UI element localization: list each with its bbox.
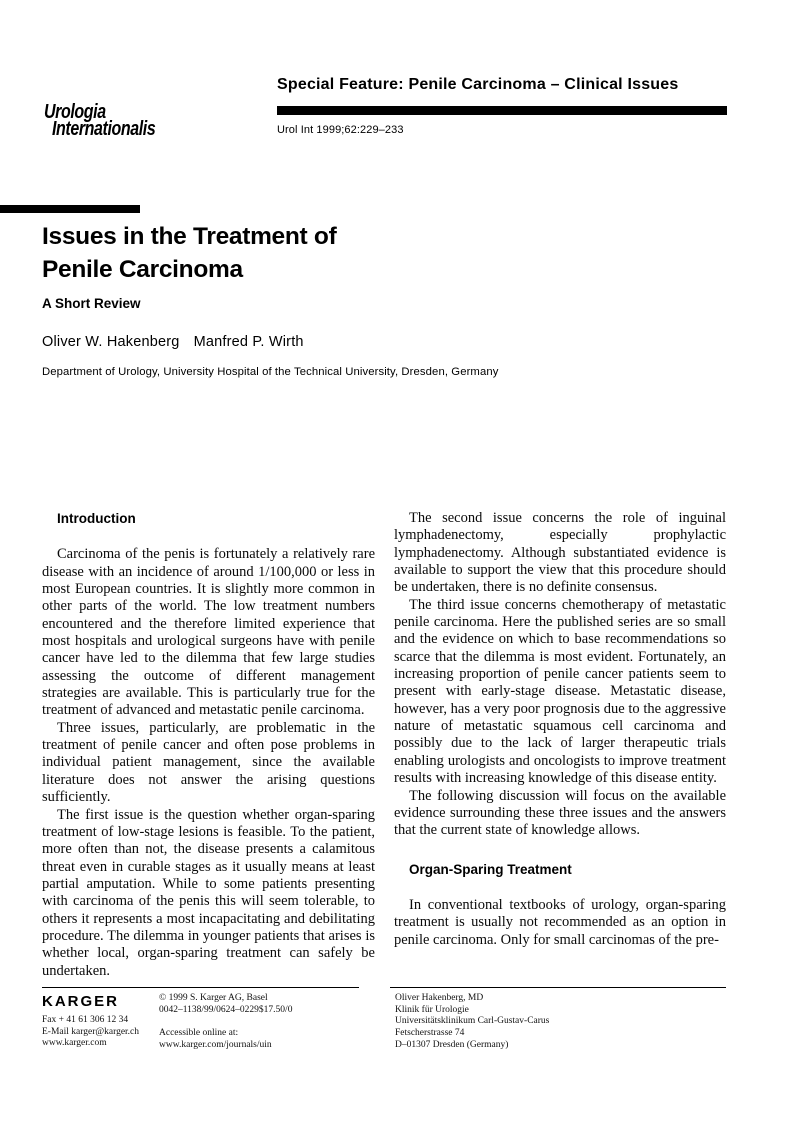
publisher-website: www.karger.com xyxy=(42,1038,107,1049)
correspondence-line-0: Oliver Hakenberg, MD xyxy=(395,993,484,1003)
footer-rule-right xyxy=(390,987,726,988)
correspondence-line-2: Universitätsklinikum Carl-Gustav-Carus xyxy=(395,1016,550,1027)
article-title xyxy=(42,221,336,286)
left-column xyxy=(42,510,375,980)
journal-logo xyxy=(44,101,156,140)
author-line xyxy=(42,334,304,350)
publisher-email: E-Mail karger@karger.ch xyxy=(42,1026,140,1037)
intro-paragraph-2: Three issues, particularly, are problematic in the treatment of penile cancer and often pose problems in individual patient management, since the available literature does not answer the arising questions sufficiently. xyxy=(42,719,375,806)
article-subtitle: A Short Review xyxy=(42,296,141,311)
online-access-label: Accessible online at: xyxy=(159,1028,239,1039)
publisher-fax: Fax + 41 61 306 12 34 xyxy=(42,1015,129,1025)
intro-paragraph-3: The first issue is the question whether organ-sparing treatment of low-stage lesions is feasible. To the patient, more often than not, the disease presents a calamitous threat even in curable stages as it usually means at least partial amputation. While to some patients presenting with carcinoma of the penis this will seem tolerable, to others it represents a most incapacitating and debilitating procedure. The dilemma in younger patients that arises is whether local, organ-sparing treatment can safely be undertaken. xyxy=(42,806,375,979)
section-heading-introduction: Introduction xyxy=(57,511,136,526)
right-column xyxy=(394,510,726,949)
copyright-line: © 1999 S. Karger AG, Basel xyxy=(159,993,268,1003)
publisher-logo: KARGER xyxy=(42,993,120,1010)
correspondence-line-3: Fetscherstrasse 74 xyxy=(395,1028,465,1039)
journal-logo-line2: Internationalis xyxy=(52,117,156,140)
organ-sparing-paragraph-1: In conventional textbooks of urology, organ-sparing treatment is usually not recommended as an option in penile carcinoma. Only for small carcinomas of the pre- xyxy=(394,896,726,948)
correspondence-line-1: Klinik für Urologie xyxy=(395,1004,469,1015)
issues-paragraph-1: The second issue concerns the role of inguinal lymphadenectomy, especially prophylactic lymphadenectomy. Although substantiated evidence is available to support the view that this procedure should be undertaken, there is no definite consensus. xyxy=(394,510,726,596)
journal-logo-line1: Urologia xyxy=(44,101,106,123)
affiliation: Department of Urology, University Hospital of the Technical University, Dresden, Germany xyxy=(42,366,499,378)
feature-banner: Special Feature: Penile Carcinoma – Clinical Issues xyxy=(277,76,679,93)
online-access-block xyxy=(159,1028,292,1051)
author-2: Manfred P. Wirth xyxy=(193,334,304,350)
correspondence-address xyxy=(395,993,549,1052)
intro-paragraph-1: Carcinoma of the penis is fortunately a relatively rare disease with an incidence of around 1/100,000 or less in most European countries. It is slightly more common in other parts of the world. The low treatment numbers encountered and the therefore limited experience that most hospitals and urological surgeons have with penile cancer have led to the dilemma that few large studies assessing the outcome of different management strategies are available. This is particularly true for the treatment of advanced and metastatic penile carcinoma. xyxy=(42,546,375,719)
correspondence-line-4: D–01307 Dresden (Germany) xyxy=(395,1039,509,1050)
section-heading-organ-sparing: Organ-Sparing Treatment xyxy=(409,861,572,877)
issn-line: 0042–1138/99/0624–0229$17.50/0 xyxy=(159,1004,293,1015)
issues-paragraph-2: The third issue concerns chemotherapy of metastatic penile carcinoma. Here the published series are so small and the evidence on which to base recommendations so scarce that the dilemma is most evident. Fortunately, an increasing proportion of penile cancer patients seem to present with early-stage disease. Metastatic disease, however, has a very poor prognosis due to the aggressive nature of metastatic squamous cell carcinoma and possibly due to the lack of larger therapeutic trials enabling urologists and oncologists to improve treatment results with increasing knowledge of this disease entity. xyxy=(394,596,726,787)
footer-rule-left xyxy=(42,987,359,988)
journal-citation: Urol Int 1999;62:229–233 xyxy=(277,124,404,136)
article-title-line1: Issues in the Treatment of xyxy=(42,223,337,250)
author-1: Oliver W. Hakenberg xyxy=(42,334,180,350)
publisher-contact xyxy=(42,1015,139,1050)
header-rule-bar xyxy=(277,106,727,115)
issues-paragraph-3: The following discussion will focus on the available evidence surrounding these three issues and the answers that the current state of knowledge allows. xyxy=(394,787,726,839)
online-access-url: www.karger.com/journals/uin xyxy=(159,1040,272,1051)
imprint-column xyxy=(159,993,292,1052)
title-rule-bar xyxy=(0,205,140,213)
article-title-line2: Penile Carcinoma xyxy=(42,255,243,283)
